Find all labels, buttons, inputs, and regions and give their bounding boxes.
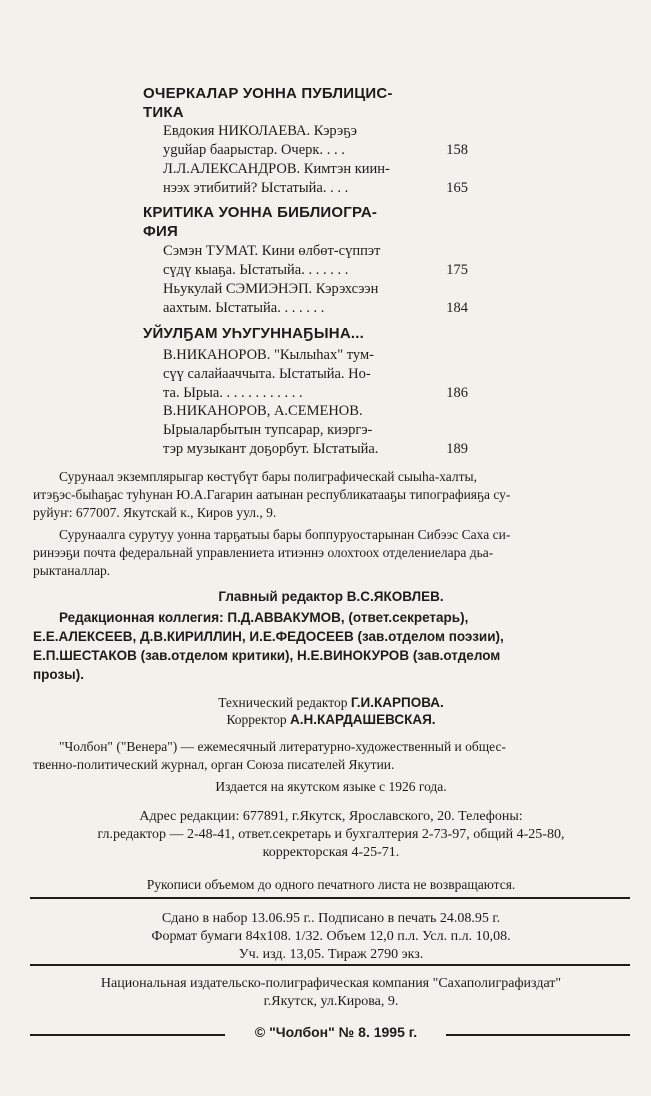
chief-editor bbox=[33, 588, 629, 606]
contents-entry bbox=[163, 346, 468, 403]
chief-editor-label: Главный редактор bbox=[218, 589, 343, 604]
entry-line: В.НИКАНОРОВ, А.СЕМЕНОВ. bbox=[163, 403, 363, 419]
entry-line bbox=[163, 299, 468, 318]
heading-line: ТИКА bbox=[143, 104, 184, 121]
manuscripts-note: Рукописи объемом до одного печатного листа не возвращаются. bbox=[146, 877, 516, 892]
subscription-paragraph bbox=[33, 526, 629, 580]
print-line: Сдано в набор 13.06.95 г.. Подписано в печать 24.08.95 г. bbox=[161, 911, 501, 926]
paragraph-line: рыктаналлар. bbox=[33, 563, 111, 578]
entry-line-text: аахтым. Ыстатыйа. . . . . . . bbox=[163, 300, 325, 316]
editorial-board bbox=[33, 608, 629, 684]
entry-line bbox=[163, 141, 468, 160]
section-heading-criticism bbox=[143, 203, 443, 241]
tech-editor bbox=[33, 694, 629, 712]
paragraph-line: Сурунаал экземплярыгар көстүбүт бары полиграфическай сыыhа-халты, bbox=[59, 469, 477, 484]
corrector bbox=[33, 711, 629, 729]
entry-line bbox=[163, 179, 468, 198]
entry-line: В.НИКАНОРОВ. "Кылыhах" тум- bbox=[163, 347, 374, 363]
corrector-name: А.Н.КАРДАШЕВСКАЯ. bbox=[290, 712, 436, 727]
entry-line: Сэмэн ТУМАТ. Кини өлбөт-сүппэт bbox=[163, 243, 381, 259]
print-line: Формат бумаги 84х108. 1/32. Объем 12,0 п.л. Усл. п.л. 10,08. bbox=[151, 929, 511, 944]
board-line: Е.П.ШЕСТАКОВ (зав.отделом критики), Н.Е.ВИНОКУРОВ (зав.отделом bbox=[33, 648, 501, 663]
description-line: твенно-политический журнал, орган Союза писателей Якутии. bbox=[33, 757, 395, 772]
section-heading-music bbox=[143, 324, 463, 343]
errata-paragraph bbox=[33, 468, 629, 522]
corrector-label: Корректор bbox=[226, 712, 287, 727]
entry-line bbox=[163, 384, 468, 403]
contents-entry bbox=[163, 122, 468, 160]
address-line: Адрес редакции: 677891, г.Якутск, Ярославского, 20. Телефоны: bbox=[139, 809, 523, 824]
publisher-block bbox=[33, 975, 629, 1011]
entry-line: сүү салайааччыта. Ыстатыйа. Но- bbox=[163, 366, 371, 382]
entry-line-text: нээх этибитий? Ыстатыйа. . . . bbox=[163, 180, 349, 196]
page-number: 175 bbox=[446, 262, 468, 278]
contents-entry bbox=[163, 280, 468, 318]
entry-line: Евдокия НИКОЛАЕВА. Кэрэҕэ bbox=[163, 123, 357, 139]
published-note: Издается на якутском языке с 1926 года. bbox=[215, 779, 447, 794]
entry-line bbox=[163, 261, 468, 280]
journal-description bbox=[33, 738, 629, 774]
page-number: 184 bbox=[446, 300, 468, 316]
entry-line-text: тэр музыкант доҕорбут. Ыстатыйа. bbox=[163, 441, 379, 457]
page-number: 189 bbox=[446, 441, 468, 457]
entry-line-text: уguйар баарыстар. Очерк. . . . bbox=[163, 142, 345, 158]
section-heading-essays bbox=[143, 84, 443, 122]
paragraph-line: итэҕэс-быhаҕас туhунан Ю.А.Гагарин аатынан республикатааҕы типографияҕа су- bbox=[33, 487, 511, 502]
paragraph-line: ринээҕи почта федеральнай управлениета итиэннэ олохтоох отделениелара дьа- bbox=[33, 545, 494, 560]
heading-line: УЙУЛҔАМ УҺУГУННАҔЫНА... bbox=[143, 325, 364, 342]
contents-entry bbox=[163, 160, 468, 198]
page-number: 186 bbox=[446, 385, 468, 401]
entry-line: Ньукулай СЭМИЭНЭП. Кэрэхсээн bbox=[163, 281, 379, 297]
page-number: 165 bbox=[446, 180, 468, 196]
address-block bbox=[33, 808, 629, 862]
publisher-line: Национальная издательско-полиграфическая компания "Сахаполиграфиздат" bbox=[100, 976, 562, 991]
heading-line: КРИТИКА УОННА БИБЛИОГРА- bbox=[143, 204, 378, 221]
entry-line: Л.Л.АЛЕКСАНДРОВ. Кимтэн киин- bbox=[163, 161, 390, 177]
publisher-line: г.Якутск, ул.Кирова, 9. bbox=[263, 994, 399, 1009]
paragraph-line: Сурунаалга сурутуу уонна тарҕатыы бары боппуруостарынан Сибээс Саха си- bbox=[59, 527, 511, 542]
address-line: гл.редактор — 2-48-41, ответ.секретарь и бухгалтерия 2-73-97, общий 4-25-80, bbox=[97, 827, 565, 842]
divider-right bbox=[446, 1034, 630, 1036]
heading-line: ФИЯ bbox=[143, 223, 178, 240]
divider-left bbox=[30, 1034, 225, 1036]
paragraph-line: руйуҥ: 677007. Якутскай к., Киров уул., 9. bbox=[33, 505, 277, 520]
address-line: корректорская 4-25-71. bbox=[262, 845, 400, 860]
board-line: Е.Е.АЛЕКСЕЕВ, Д.В.КИРИЛЛИН, И.Е.ФЕДОСЕЕВ (зав.отделом поэзии), bbox=[33, 629, 504, 644]
entry-line bbox=[163, 440, 468, 459]
tech-editor-name: Г.И.КАРПОВА. bbox=[350, 695, 444, 710]
print-details bbox=[33, 910, 629, 964]
contents-entry bbox=[163, 242, 468, 280]
entry-line-text: та. Ырыа. . . . . . . . . . . . bbox=[163, 385, 303, 401]
divider bbox=[30, 964, 630, 966]
board-line: прозы). bbox=[33, 667, 84, 682]
copyright: © "Чолбон" № 8. 1995 г. bbox=[254, 1024, 418, 1040]
description-line: "Чолбон" ("Венера") — ежемесячный литературно-художественный и общес- bbox=[59, 739, 506, 754]
heading-line: ОЧЕРКАЛАР УОННА ПУБЛИЦИС- bbox=[143, 85, 393, 102]
chief-editor-name: В.С.ЯКОВЛЕВ. bbox=[346, 589, 444, 604]
entry-line: Ырыаларбытын тупсарар, киэргэ- bbox=[163, 422, 373, 438]
tech-editor-label: Технический редактор bbox=[218, 695, 348, 710]
board-line: Редакционная коллегия: П.Д.АВВАКУМОВ, (ответ.секретарь), bbox=[59, 610, 469, 625]
page-number: 158 bbox=[446, 142, 468, 158]
print-line: Уч. изд. 13,05. Тираж 2790 экз. bbox=[238, 947, 424, 962]
entry-line-text: сүдү кыаҕа. Ыстатыйа. . . . . . . bbox=[163, 262, 349, 278]
divider bbox=[30, 897, 630, 899]
contents-entry bbox=[163, 402, 468, 459]
